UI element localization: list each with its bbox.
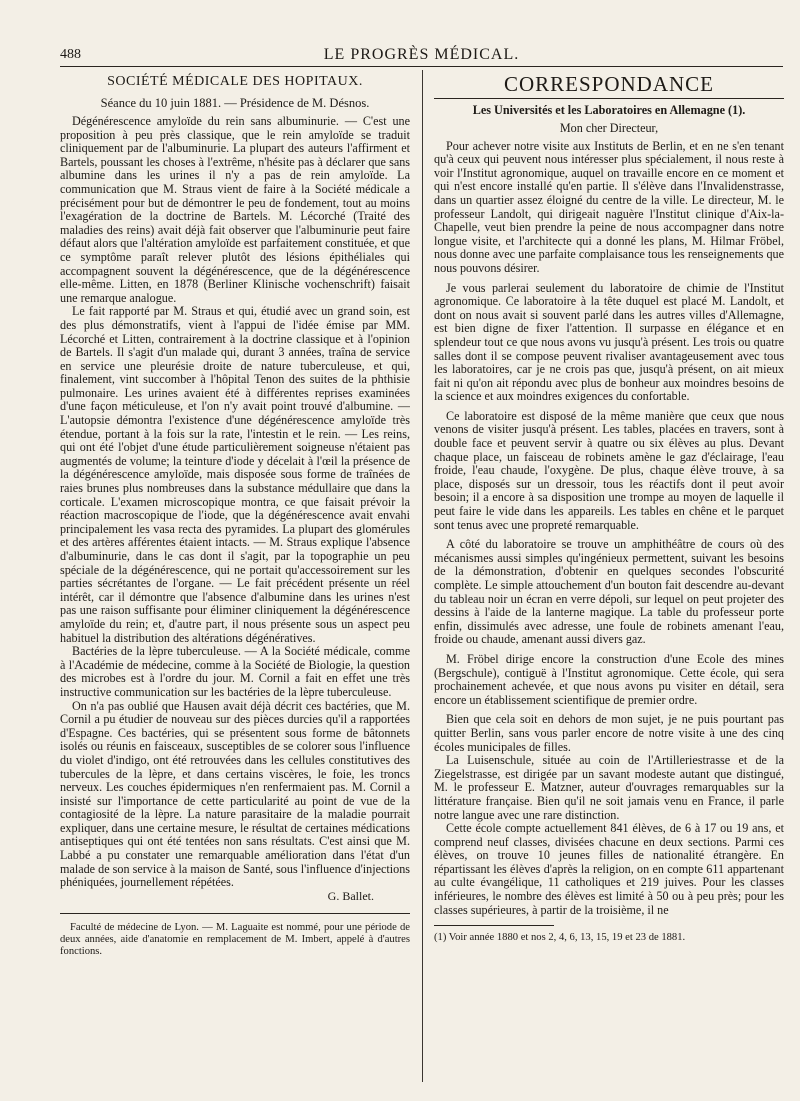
salutation: Mon cher Directeur, [559, 121, 659, 135]
footnote-rule [434, 925, 554, 926]
page-header [60, 44, 783, 66]
page-number: 488 [60, 47, 81, 62]
paragraph: Je vous parlerai seulement du laboratoire de chimie de l'Institut agronomique. Ce laboratoire à la tête duquel est placé M. Landolt, et dont on nous avait si souvent parlé dans les autres villes d'Allemagne, est bien digne de fixer l'attention. Il surpasse en élégance et en splendeur tout ce que nous avons vu jusqu'à présent. Les trois ou quatre salles dont il se compose peuvent rivaliser avantageusement avec tous les laboratoires, car je ne crois pas que, jusqu'à présent, on ait mieux fait ni qu'on ait répondu avec plus de bonheur aux moindres besoins de la science et aux moindres exigences du confortable. [434, 280, 784, 404]
left-column [60, 72, 410, 1084]
faculty-note: Faculté de médecine de Lyon. — M. Laguaite est nommé, pour une période de deux années, aide d'anatomie en remplacement de M. Imbert, appelé à d'autres fonctions. [60, 922, 410, 958]
paragraph: Cette école compte actuellement 841 élèves, de 6 à 17 ou 19 ans, et comprend neuf classes, divisées chacune en deux sections. Parmi ces élèves, on trouve 10 jeunes filles de nationalité étrangère. En répartissant les élèves d'après la religion, on en compte 611 appartenant au culte évangélique, 11 catholiques et 219 juives. Pour les classes inférieures, le nombre des élèves est limité à 50 ou à peu près; pour les classes supérieures, à partir de la troisième, il ne [434, 821, 784, 917]
paragraph: M. Fröbel dirige encore la construction d'une Ecole des mines (Bergschule), contiguë à l'Institut agronomique. Cette école, qui sera prochainement achevée, et que nous avons pu visiter en détail, sera encore un établissement scientifique de premier ordre. [434, 651, 784, 707]
signature: G. Ballet. [327, 888, 374, 903]
article-subtitle: Les Universités et les Laboratoires en Allemagne (1). [472, 103, 746, 117]
paragraph: A côté du laboratoire se trouve un amphithéâtre de cours où des mécanismes aussi simples qu'ingénieux permettent, suivant les besoins de la démonstration, d'obtenir en quelques secondes l'obscurité complète. Le simple attouchement d'un bouton fait descendre au-devant du tableau noir un écran en verre dépoli, sur lequel on peut projeter des dessins à l'aide de la lanterne magique. La table du professeur porte enfin, dissimulés avec adresse, une foule de robinets amenant l'eau, froide ou chaude, amenant aussi divers gaz. [434, 537, 784, 647]
paragraph: Bactéries de la lèpre tuberculeuse. — A la Société médicale, comme à l'Académie de médecine, comme à la Société de Biologie, la question des microbes est à l'ordre du jour. M. Cornil a fait en effet une très instructive communication sur les bactéries de la lèpre tuberculeuse. [60, 644, 410, 699]
paragraph: On n'a pas oublié que Hausen avait déjà décrit ces bactéries, que M. Cornil a pu étudier de nouveau sur des pièces durcies qu'il a rapportées d'Espagne. Ces bactéries, qui se présentent sous forme de bâtonnets isolés ou réunis en faisceaux, susceptibles de se colorer sous l'influence du violet d'indigo, ont été retrouvées dans les cellules constitutives des tubercules de la lèpre, et dans certains viscères, le foie, les troncs nerveux. Les couches épidermiques n'en renfermaient pas. M. Cornil a insisté sur l'importance de cette particularité au point de vue de la contagiosité de la lèpre. La nature parasitaire de la maladie pourrait expliquer, dans une certaine mesure, le résultat de certaines médications antiseptiques qui ont été tentées non sans résultats. C'est ainsi que M. Labbé a pu constater une remarquable amélioration dans l'état d'un malade de son service à la maison de Santé, sous l'influence d'injections phéniquées, journellement répétées. [60, 698, 410, 890]
header-rule [60, 66, 783, 67]
paragraph: Le fait rapporté par M. Straus et qui, étudié avec un grand soin, est des plus démonstratifs, vient à l'appui de l'idée émise par MM. Lécorché et Litten, contrairement à la doctrine classique et à l'opinion de Bartels. Il s'agit d'un malade qui, durant 3 années, traîna de service en service une pleurésie droite de nature tuberculeuse, et qui, finalement, vint succomber à l'hôpital Tenon des suites de la phthisie pulmonaire. Les urines avaient été à différentes reprises examinées d'une façon méticuleuse, et l'on n'y avait point trouvé d'albumine. — L'autopsie démontra l'existence d'une dégénérescence amyloïde très étendue, portant à la fois sur la rate, l'intestin et le rein. — Les reins, qui ont été l'objet d'une étude particulièrement soigneuse n'étaient pas augmentés de volume; la teinture d'iode y décelait à l'œil la présence de la dégénérescence amyloïde, mais disposée sous forme de traînées de raies brunes plus nombreuses dans la substance médullaire que dans la corticale. L'examen microscopique montra, ce que faisait prévoir la réaction macroscopique de l'iode, que la dégénérescence avait envahi principalement les vasa recta des pyramides. La plupart des glomérules et des artères afférentes étaient intacts. — M. Straus explique l'absence d'albuminurie, dans le cas dont il s'agit, par la topographie un peu spéciale de la dégénérescence, qui ne portait qu'accessoirement sur les parties sécrétantes de l'organe. — Le fait précédent présente un réel intérêt, car il démontre que l'absence d'albumine dans les urines n'est pas une raison suffisante pour éliminer cliniquement la dégénérescence amyloïde du rein; et, d'autre part, il nous présente sous un aspect peu habituel la distribution des altérations dégénératives. [60, 304, 410, 645]
paragraph: La Luisenschule, située au coin de l'Artilleriestrasse et de la Ziegelstrasse, est dirigée par un savant modeste autant que distingué, M. le professeur E. Matzner, auteur d'ouvrages remarquables sur la littérature française. Bien qu'il ne soit jamais venu en France, il parle notre langue avec une rare distinction. [434, 753, 784, 822]
note-rule [60, 913, 410, 914]
section-title-societe: SOCIÉTÉ MÉDICALE DES HOPITAUX. [107, 74, 363, 89]
seance-line: Séance du 10 juin 1881. — Présidence de M. Désnos. [100, 96, 370, 110]
title-rule [434, 98, 784, 99]
paragraph: Ce laboratoire est disposé de la même manière que ceux que nous venons de visiter jusqu'à présent. Les tables, placées en travers, sont à double face et peuvent servir à quatre ou six élèves au plus. Devant chaque place, un faisceau de robinets amène le gaz d'éclairage, l'eau froide, l'eau chaude, l'oxygène. De plus, chaque élève trouve, à sa place, disposés sur un dressoir, tous les réactifs dont il peut avoir besoin; il a encore à sa disposition une trompe au moyen de laquelle il peut faire le vide dans les appareils. Les tables en chêne et le parquet sont tenus avec une propreté remarquable. [434, 408, 784, 532]
right-column [434, 72, 784, 1084]
running-title: LE PROGRÈS MÉDICAL. [323, 46, 520, 63]
paragraph: Bien que cela soit en dehors de mon sujet, je ne puis pourtant pas quitter Berlin, sans vous parler encore de notre visite à une des cinq écoles municipales de filles. [434, 712, 784, 754]
paragraph: Pour achever notre visite aux Instituts de Berlin, et en ne s'en tenant qu'à ceux qui peuvent nous intéresser plus spécialement, il nous reste à voir l'Institut agronomique, auquel on travaille encore en ce moment et qui n'est encore installé qu'en partie. Il s'élève dans l'Invalidenstrasse, dans un quartier assez éloigné du centre de la ville. Le directeur, M. le professeur Landolt, qui dirigeait naguère l'Institut clinique d'Aix-la-Chapelle, veut bien prendre la peine de nous accompagner dans notre longue visite, et l'architecte qui a donné les plans, M. Hilmar Fröbel, nous donne avec une parfaite complaisance tous les renseignements que nous pouvons désirer. [434, 138, 784, 275]
column-divider [422, 70, 423, 1082]
footnote: (1) Voir année 1880 et nos 2, 4, 6, 13, 15, 19 et 23 de 1881. [434, 932, 686, 944]
section-title-correspondance: CORRESPONDANCE [503, 72, 715, 96]
paragraph: Dégénérescence amyloïde du rein sans albuminurie. — C'est une proposition à peu près classique, que le rein amyloïde se traduit cliniquement par de l'albuminurie. La plupart des auteurs l'affirment et Bartels, poussant les choses à l'extrême, n'hésite pas à déclarer que sans albumine dans les urines il n'y a pas de rein amyloïde. La communication que M. Straus vient de faire à la Société médicale a précisément pour but de démontrer le peu de fondement, tout au moins l'exagération de la doctrine de Bartels. M. Lécorché (Traité des maladies des reins) avait déjà fait observer que l'albuminurie peut faire défaut alors que l'altération amyloïde est parfaitement constituée, et que ce symptôme paraît relever plutôt des lésions épithéliales qui accompagnent souvent la dégénérescence, que de la dégénérescence elle-même. Litten, en 1878 (Berliner Klinische vochenschrift) faisait une remarque analogue. [60, 114, 410, 305]
